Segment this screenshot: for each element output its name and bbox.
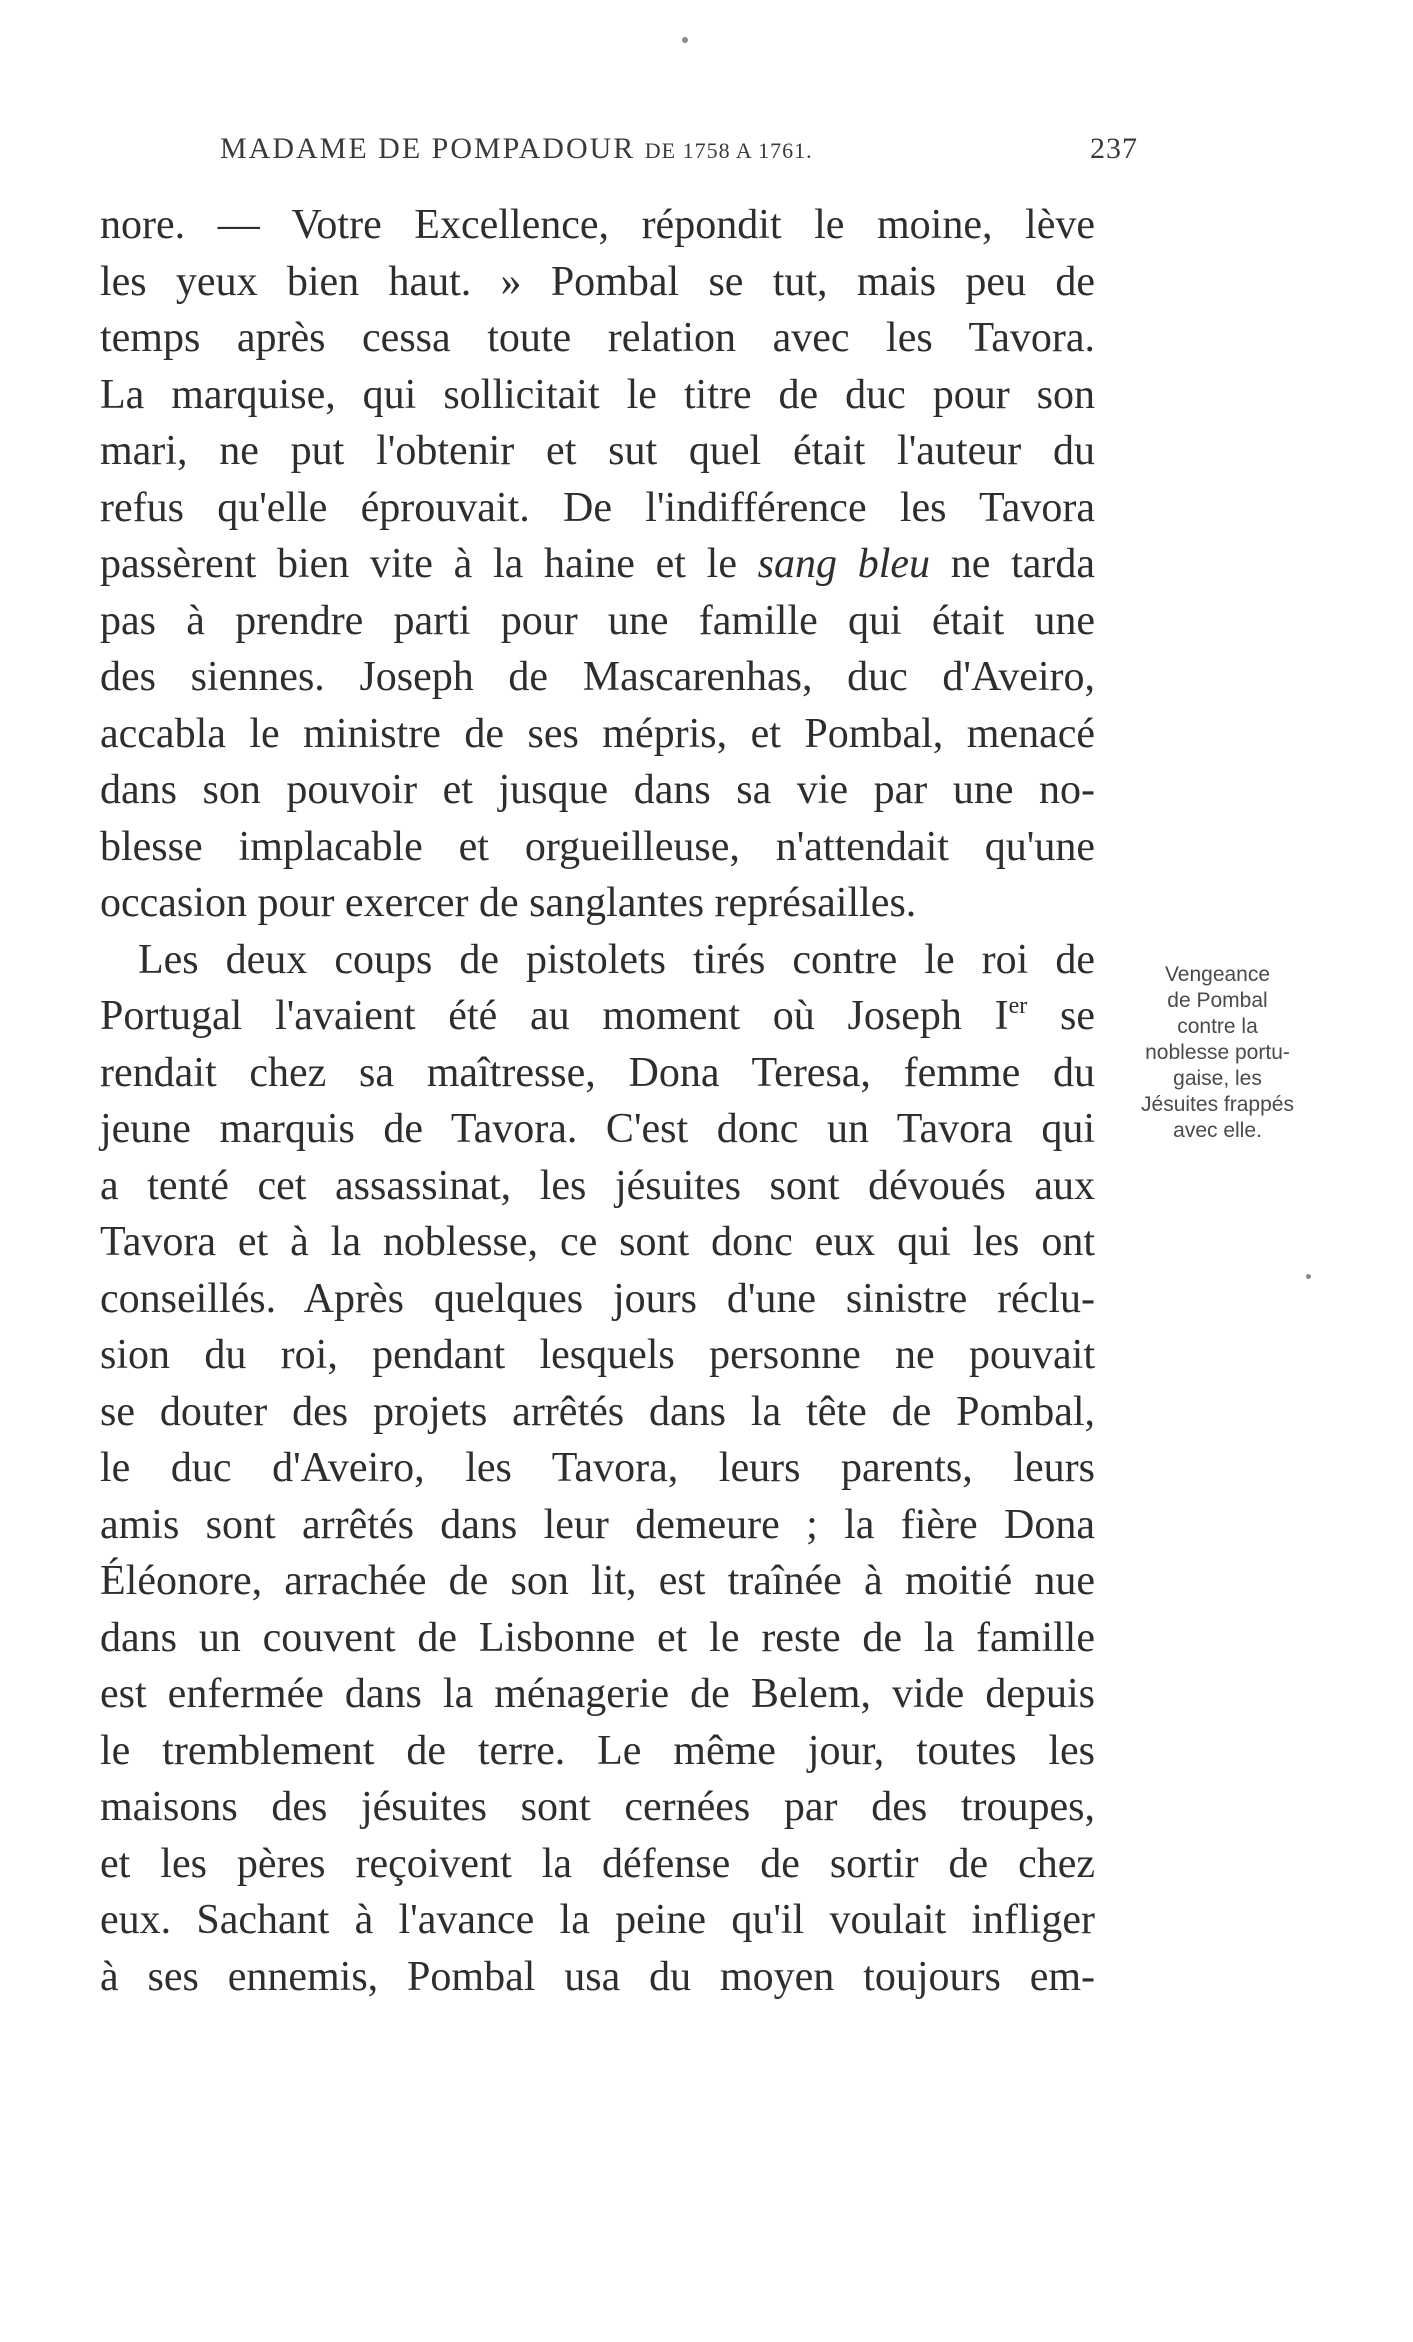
margin-note-line: Jésuites frappés xyxy=(1141,1093,1294,1116)
text-line: conseillés. Après quelques jours d'une sinistre réclu- xyxy=(100,1275,1095,1322)
italic-phrase: sang bleu xyxy=(757,541,931,587)
text-line: mari, ne put l'obtenir et sut quel était l'auteur du xyxy=(100,428,1095,474)
margin-note-line: gaise, les xyxy=(1173,1067,1262,1090)
text-line: le duc d'Aveiro, les Tavora, leurs parents, leurs xyxy=(100,1445,1095,1491)
page-number: 237 xyxy=(1090,132,1138,165)
running-title-dates: DE 1758 A 1761. xyxy=(644,138,813,163)
text-line: se douter des projets arrêtés dans la tête de Pombal, xyxy=(100,1388,1095,1435)
text-line: eux. Sachant à l'avance la peine qu'il voulait infliger xyxy=(100,1897,1095,1943)
superscript: er xyxy=(1008,993,1028,1019)
speck-top xyxy=(682,37,688,43)
text-line: refus qu'elle éprouvait. De l'indifférence les Tavora xyxy=(100,484,1095,531)
text-line: Tavora et à la noblesse, ce sont donc eux qui les ont xyxy=(100,1219,1095,1265)
text-line: à ses ennemis, Pombal usa du moyen toujours em- xyxy=(100,1953,1095,2000)
text-line: dans son pouvoir et jusque dans sa vie par une no- xyxy=(100,767,1095,813)
text-line-part: passèrent bien vite à la haine et le xyxy=(100,541,737,587)
text-line: maisons des jésuites sont cernées par des troupes, xyxy=(100,1784,1095,1830)
text-line-part: ne tarda xyxy=(930,541,1096,587)
running-title xyxy=(220,132,813,166)
text-line: les yeux bien haut. » Pombal se tut, mais peu de xyxy=(100,258,1095,305)
margin-note-line: de Pombal xyxy=(1167,989,1268,1012)
margin-note xyxy=(1115,962,1320,1144)
text-line: temps après cessa toute relation avec les Tavora. xyxy=(100,315,1095,361)
text-line: accabla le ministre de ses mépris, et Pombal, menacé xyxy=(100,710,1095,757)
text-line: a tenté cet assassinat, les jésuites sont dévoués aux xyxy=(100,1162,1095,1209)
text-line: sion du roi, pendant lesquels personne ne pouvait xyxy=(100,1332,1095,1378)
margin-note-line: Vengeance xyxy=(1164,963,1271,986)
text-line: le tremblement de terre. Le même jour, toutes les xyxy=(100,1727,1095,1774)
text-line: pas à prendre parti pour une famille qui était une xyxy=(100,597,1095,644)
text-line: occasion pour exercer de sanglantes représailles. xyxy=(100,880,917,926)
text-line: et les pères reçoivent la défense de sortir de chez xyxy=(100,1840,1095,1887)
text-line: amis sont arrêtés dans leur demeure ; la fière Dona xyxy=(100,1501,1095,1548)
text-line: nore. — Votre Excellence, répondit le moine, lève xyxy=(100,202,1095,248)
text-line: La marquise, qui sollicitait le titre de duc pour son xyxy=(100,371,1095,418)
text-line: dans un couvent de Lisbonne et le reste de la famille xyxy=(100,1614,1095,1661)
text-line: blesse implacable et orgueilleuse, n'attendait qu'une xyxy=(100,823,1095,870)
body-text xyxy=(100,197,1095,2005)
text-line: rendait chez sa maîtresse, Dona Teresa, femme du xyxy=(100,1049,1095,1096)
text-line-part: Portugal l'avaient été au moment où Joseph I xyxy=(100,993,1009,1039)
margin-note-line: noblesse portu- xyxy=(1145,1041,1290,1064)
text-line: jeune marquis de Tavora. C'est donc un Tavora qui xyxy=(100,1106,1095,1152)
margin-note-line: avec elle. xyxy=(1173,1119,1262,1142)
running-title-main: MADAME DE POMPADOUR xyxy=(220,132,636,165)
text-line xyxy=(100,988,1095,1045)
text-line: des siennes. Joseph de Mascarenhas, duc d'Aveiro, xyxy=(100,654,1095,700)
text-line: est enfermée dans la ménagerie de Belem, vide depuis xyxy=(100,1671,1095,1717)
running-head xyxy=(220,132,1138,172)
speck-right xyxy=(1306,1274,1311,1279)
text-line: Éléonore, arrachée de son lit, est traînée à moitié nue xyxy=(100,1558,1095,1604)
margin-note-line: contre la xyxy=(1177,1015,1258,1038)
text-line: Les deux coups de pistolets tirés contre le roi de xyxy=(138,936,1095,983)
text-line xyxy=(100,536,1095,593)
text-line-part: se xyxy=(1027,993,1095,1039)
